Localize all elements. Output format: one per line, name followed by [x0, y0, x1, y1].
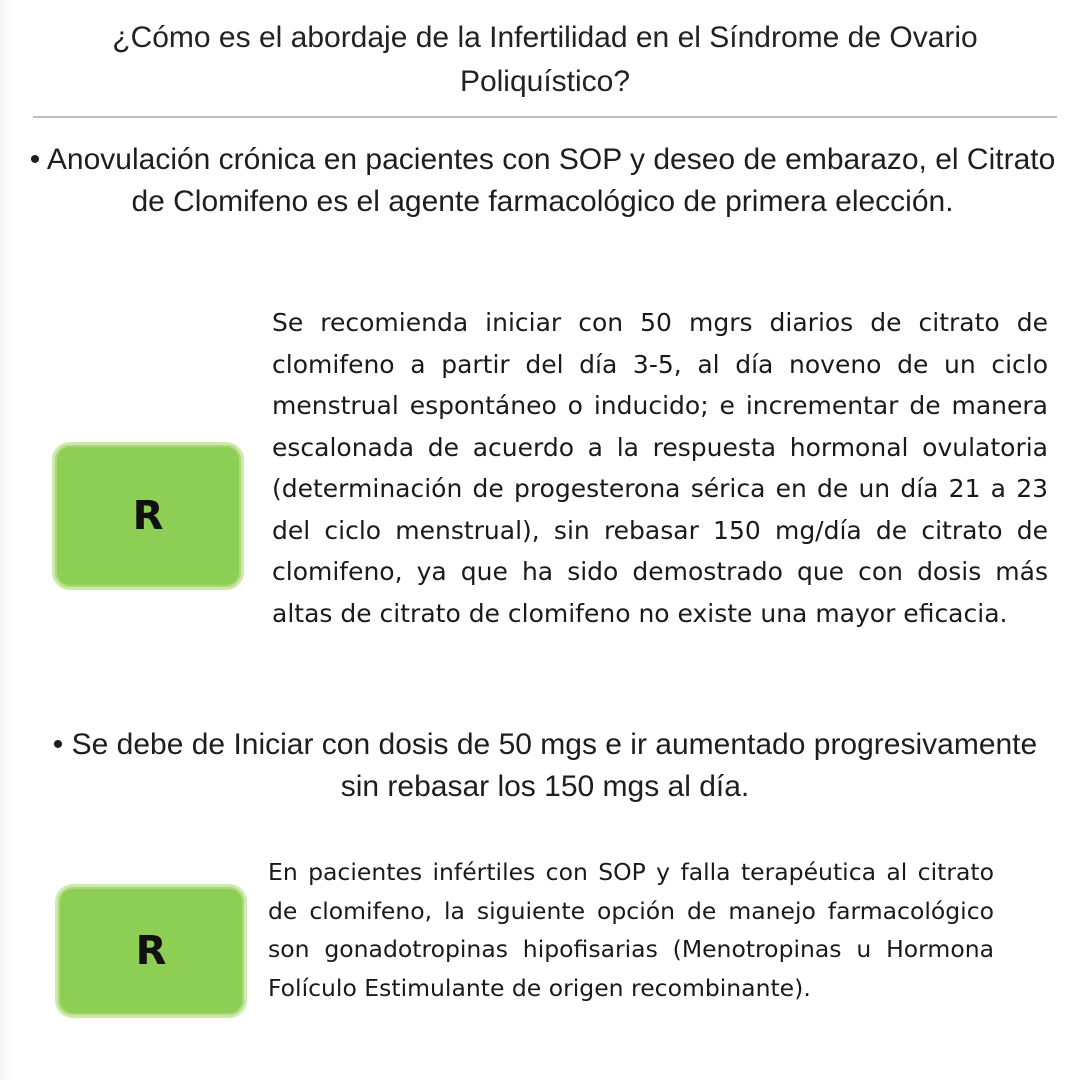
bullet-point-2: • Se debe de Iniciar con dosis de 50 mgs e ir aumentado progresivamente sin rebasar los 150 mgs al día.	[52, 728, 1038, 803]
recommendation-badge-1	[52, 442, 244, 590]
page-edge-shadow	[0, 0, 12, 1080]
recommendation-badge-label: R	[135, 928, 167, 974]
recommendation-text-1: Se recomienda iniciar con 50 mgrs diarios de citrato de clomifeno a partir del día 3-5, al día noveno de un ciclo menstrual espontáneo o inducido; e incrementar de manera escalonada de acuerdo a la respuesta hormonal ovulatoria (determinación de progesterona sérica en de un día 21 a 23 del ciclo menstrual), sin rebasar 150 mg/día de citrato de clomifeno, ya que ha sido demostrado que con dosis más altas de citrato de clomifeno no existe una mayor eficacia.	[272, 308, 1048, 628]
recommendation-badge-2	[55, 884, 247, 1018]
bullet-point-1: • Anovulación crónica en pacientes con SOP y deseo de embarazo, el Citrato de Clomifeno es el agente farmacológico de primera elección.	[29, 143, 1056, 218]
title-divider	[33, 116, 1057, 118]
recommendation-text-2: En pacientes infértiles con SOP y falla terapéutica al citrato de clomifeno, la siguiente opción de manejo farmacológico son gonadotropinas hipofisarias (Menotropinas u Hormona Folículo Estimulante de origen recombinante).	[268, 858, 994, 1002]
slide-title: ¿Cómo es el abordaje de la Infertilidad en el Síndrome de Ovario Poliquístico?	[112, 21, 978, 98]
recommendation-badge-label: R	[132, 493, 164, 539]
